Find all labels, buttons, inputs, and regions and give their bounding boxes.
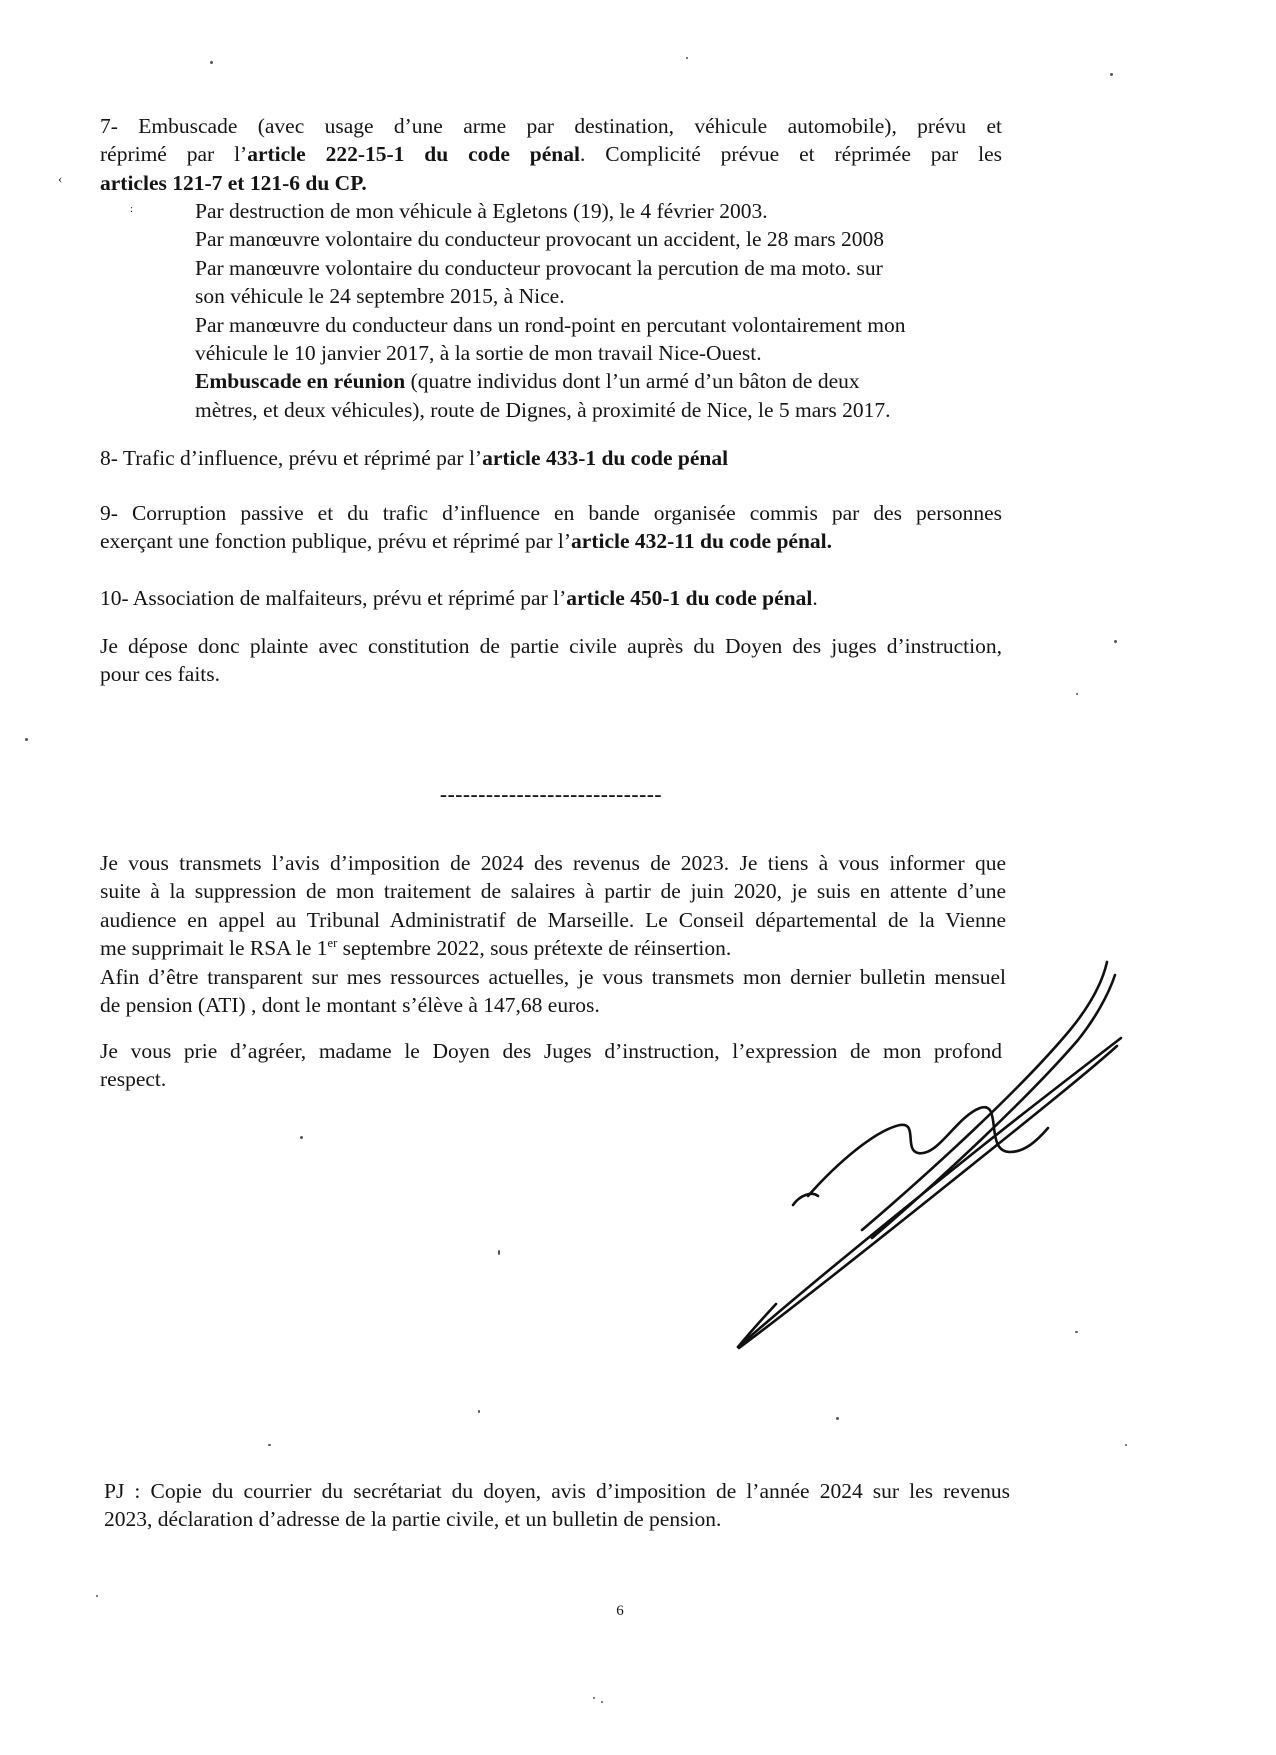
signature-stroke <box>793 1194 818 1205</box>
text-segment: Par manœuvre volontaire du conducteur provocant la percution de ma moto. sur <box>195 255 883 280</box>
text-line <box>104 1505 1010 1533</box>
text-segment: (quatre individus dont l’un armé d’un bâton de deux <box>405 369 860 394</box>
legal-article-ref: article 450-1 du code pénal <box>566 586 813 610</box>
scan-speck <box>836 1417 839 1420</box>
bold-text: Embuscade en réunion <box>195 369 406 394</box>
text-line <box>100 169 1002 197</box>
signature-stroke <box>738 1038 1121 1347</box>
signature-stroke <box>808 1107 1048 1196</box>
signature-stroke <box>862 962 1107 1230</box>
text-segment: . <box>812 586 818 610</box>
text-segment: véhicule le 10 janvier 2017, à la sortie de mon travail Nice-Ouest. <box>195 341 762 366</box>
paragraph-10-association <box>100 584 1002 612</box>
incident-line <box>195 225 1010 253</box>
paragraph-plainte <box>100 632 1002 689</box>
scan-speck <box>1075 1331 1078 1333</box>
incident-line <box>195 396 1010 424</box>
text-line <box>100 527 1002 555</box>
incident-list <box>195 197 1010 424</box>
text-segment: 9- Corruption passive et du trafic d’influence en bande organisée commis par des personnes <box>100 501 1002 525</box>
paragraph-8-trafic <box>100 444 1002 472</box>
signature-stroke <box>739 1046 1117 1348</box>
scan-speck <box>498 1250 500 1255</box>
text-segment: septembre 2022, sous prétexte de réinsertion. <box>337 936 732 961</box>
scan-speck: : <box>130 203 134 215</box>
text-segment: Par manœuvre volontaire du conducteur provocant un accident, le 28 mars 2008 <box>195 227 884 252</box>
text-segment: Afin d’être transparent sur mes ressources actuelles, je vous transmets mon dernier bulletin mensuel <box>100 964 1006 989</box>
text-segment: Je vous transmets l’avis d’imposition de 2024 des revenus de 2023. Je tiens à vous informer que <box>100 851 1006 875</box>
incident-line <box>195 339 1010 367</box>
legal-article-ref: article 432-11 du code pénal. <box>571 529 833 554</box>
text-segment: de pension (ATI) , dont le montant s’élève à 147,68 euros. <box>100 993 600 1018</box>
dashed-separator <box>100 780 1002 808</box>
incident-line <box>195 254 1010 282</box>
paragraph-9-corruption <box>100 499 1002 556</box>
text-segment: me supprimait le RSA le 1 <box>100 936 328 961</box>
scan-speck <box>210 61 213 64</box>
legal-article-ref: article 433-1 du code pénal <box>482 446 729 470</box>
scan-speck <box>1076 693 1078 695</box>
text-segment: 10- Association de malfaiteurs, prévu et réprimé par l’ <box>100 586 567 610</box>
text-line <box>104 1477 1010 1505</box>
text-line <box>100 140 1002 168</box>
text-line <box>100 584 1002 612</box>
text-segment: 2023, déclaration d’adresse de la partie civile, et un bulletin de pension. <box>104 1507 722 1532</box>
scan-speck <box>593 1697 595 1699</box>
text-segment: Par destruction de mon véhicule à Egletons (19), le 4 février 2003. <box>195 199 768 223</box>
text-segment: mètres, et deux véhicules), route de Dignes, à proximité de Nice, le 5 mars 2017. <box>195 397 891 422</box>
scan-speck <box>96 1595 98 1597</box>
text-line <box>100 632 1002 660</box>
text-line <box>100 660 1002 688</box>
legal-article-ref: articles 121-7 et 121-6 du CP. <box>100 170 367 195</box>
text-line <box>100 112 1002 140</box>
handwritten-signature <box>600 900 1140 1370</box>
text-line <box>100 499 1002 527</box>
scan-speck <box>1110 73 1113 76</box>
scan-speck <box>1125 1444 1127 1446</box>
scan-speck <box>1114 640 1117 643</box>
text-line <box>100 444 1002 472</box>
text-segment: respect. <box>100 1067 167 1092</box>
signature-stroke <box>872 975 1115 1238</box>
pj-attachments-note <box>104 1477 1010 1534</box>
incident-line <box>195 311 1010 339</box>
scan-speck <box>686 57 688 59</box>
scan-speck <box>25 738 28 741</box>
incident-line <box>195 197 1010 225</box>
text-segment: . Complicité prévue et réprimée par les <box>579 142 1002 167</box>
scan-speck <box>478 1410 480 1413</box>
text-segment: Je vous prie d’agréer, madame le Doyen des Juges d’instruction, l’expression de mon profond <box>100 1039 1002 1063</box>
text-segment: pour ces faits. <box>100 662 221 687</box>
separator-dashes: ----------------------------- <box>439 782 663 806</box>
text-segment: 7- Embuscade (avec usage d’une arme par destination, véhicule automobile), prévu et <box>100 114 1002 138</box>
page-number: 6 <box>616 1603 624 1619</box>
scan-speck <box>300 1136 303 1139</box>
incident-line <box>195 367 1010 395</box>
text-segment: réprimé par l’ <box>100 142 248 167</box>
text-segment: Je dépose donc plainte avec constitution de partie civile auprès du Doyen des juges d’instruction, <box>100 634 1002 658</box>
scan-speck <box>268 1444 271 1446</box>
paragraph-7-embuscade <box>100 112 1002 197</box>
text-segment: suite à la suppression de mon traitement de salaires à partir de juin 2020, je suis en attente d’une <box>100 879 1006 904</box>
text-segment: exerçant une fonction publique, prévu et réprimé par l’ <box>100 529 572 554</box>
scan-speck <box>601 1701 603 1703</box>
legal-article-ref: article 222-15-1 du code pénal <box>247 142 580 167</box>
text-line <box>100 849 1006 877</box>
text-segment: PJ : Copie du courrier du secrétariat du doyen, avis d’imposition de l’année 2024 sur les revenus <box>104 1479 1010 1503</box>
text-segment: 8- Trafic d’influence, prévu et réprimé par l’ <box>100 446 483 470</box>
superscript-er: er <box>327 936 338 951</box>
text-segment: Par manœuvre du conducteur dans un rond-point en percutant volontairement mon <box>195 312 906 337</box>
text-segment: son véhicule le 24 septembre 2015, à Nice. <box>195 284 565 309</box>
incident-line <box>195 282 1010 310</box>
scan-speck: ‹ <box>58 171 63 186</box>
text-segment: audience en appel au Tribunal Administratif de Marseille. Le Conseil départemental de la Vienne <box>100 907 1006 932</box>
